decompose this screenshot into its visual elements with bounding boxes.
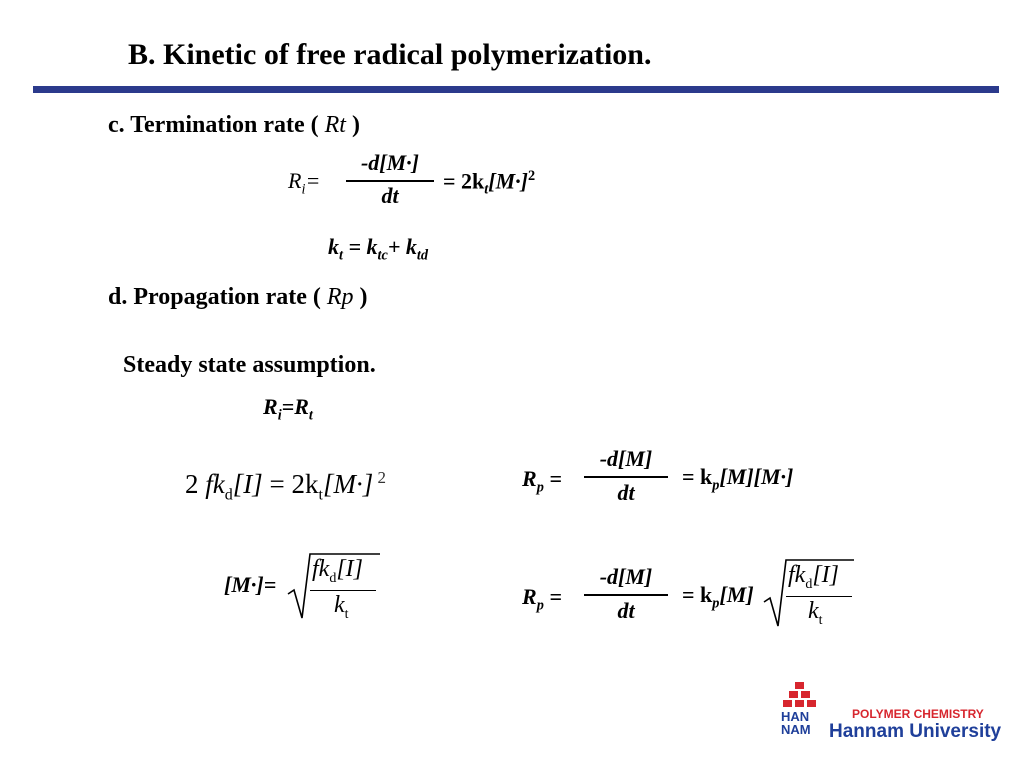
kt-plus: + k	[387, 234, 417, 259]
termination-heading-text: c. Termination rate (	[108, 112, 325, 138]
ri-symbol: R	[263, 394, 278, 419]
sqrt-f: f	[312, 556, 319, 582]
logo-university-name: Hannam University	[829, 721, 1002, 742]
radical-concentration-lhs: [M·]=	[224, 572, 277, 597]
rp2-denominator: dt	[617, 598, 635, 623]
logo-han-nam	[781, 710, 811, 736]
rp1-rhs-tail: [M][M·]	[719, 464, 794, 489]
kt-sub: t	[339, 247, 343, 264]
rp1-symbol: R	[522, 466, 537, 491]
rp2-sqrt-kd-sub: d	[805, 576, 813, 592]
sqrt-kd-sub: d	[329, 570, 337, 586]
rp1-denominator: dt	[617, 480, 635, 505]
radical-concentration-fraction-bar	[310, 590, 376, 591]
ktc-sub: tc	[377, 247, 388, 264]
rp2-sqrt-denominator	[808, 598, 823, 629]
termination-eq-fraction-bar	[346, 180, 434, 182]
rp1-rhs-text: = k	[682, 464, 713, 489]
propagation-heading-symbol: Rp	[326, 284, 354, 310]
kt-equals: = k	[342, 234, 378, 259]
sqrt-den-k: k	[334, 592, 345, 618]
ri-equals-rt	[263, 394, 313, 424]
rp2-equals: =	[543, 584, 562, 609]
rp1-equals: =	[543, 466, 562, 491]
kt-sum-equation	[328, 234, 428, 264]
eq-equals: =	[305, 168, 321, 193]
eq-subscript: i	[301, 181, 306, 198]
rp2-sub: p	[536, 597, 544, 614]
logo-nam: NAM	[781, 722, 811, 737]
rp2-sqrt-initiator: [I]	[812, 562, 839, 588]
balance-equals: = 2k	[262, 469, 319, 499]
rp1-rhs-sub: p	[712, 477, 720, 494]
rt-sub: t	[308, 407, 313, 424]
balance-radical: [M·]	[322, 469, 374, 499]
termination-heading-end: )	[345, 112, 360, 138]
steady-state-balance-equation	[185, 468, 386, 504]
logo-han: HAN	[781, 709, 810, 724]
rp2-symbol: R	[522, 584, 537, 609]
rp2-sqrt-den-k: k	[808, 598, 819, 624]
rp2-fraction-bar	[584, 594, 668, 596]
page-title: B. Kinetic of free radical polymerization.	[128, 38, 652, 71]
rp2-numerator: -d[M]	[599, 564, 653, 589]
propagation-heading-end: )	[353, 284, 368, 310]
eq-rhs-sup: 2	[527, 168, 536, 184]
balance-k: k	[212, 469, 225, 499]
radical-concentration-numerator	[312, 556, 363, 587]
rp2-sqrt-k: k	[794, 562, 806, 588]
eq-symbol: R	[288, 168, 302, 193]
termination-eq-lhs	[288, 168, 320, 198]
sqrt-den-sub: t	[344, 606, 349, 622]
termination-eq-rhs	[443, 168, 535, 199]
logo-tagline: POLYMER CHEMISTRY	[852, 707, 984, 721]
balance-lead: 2	[185, 469, 206, 499]
rp1-numerator: -d[M]	[599, 446, 653, 471]
rp2-sqrt-f: f	[788, 562, 795, 588]
eq-rhs-sub: t	[484, 181, 489, 198]
termination-eq-numerator: -d[M·]	[360, 150, 420, 175]
rp1-rhs	[682, 464, 793, 494]
rp1-sub: p	[536, 479, 544, 496]
rp2-sqrt-numerator	[788, 562, 839, 593]
eq-rhs-text: = 2k	[443, 168, 485, 194]
rt-symbol: =R	[281, 394, 309, 419]
rp1-lhs	[522, 466, 562, 496]
balance-sup: 2	[373, 468, 386, 487]
sqrt-initiator: [I]	[336, 556, 363, 582]
rp2-sqrt-den-sub: t	[818, 612, 823, 628]
steady-state-text: Steady state assumption.	[123, 352, 376, 378]
balance-initiator: [I]	[232, 469, 263, 499]
rp1-fraction-bar	[584, 476, 668, 478]
termination-eq-denominator: dt	[381, 183, 399, 208]
title-divider	[33, 86, 999, 93]
rp2-sqrt-fraction-bar	[786, 596, 852, 597]
rp2-rhs	[682, 582, 754, 612]
ktd-sub: td	[416, 247, 429, 264]
termination-heading-symbol: Rt	[324, 112, 346, 138]
rp2-rhs-sub: p	[712, 595, 720, 612]
rp2-lhs	[522, 584, 562, 614]
kt-symbol: k	[328, 234, 339, 259]
sqrt-k: k	[318, 556, 330, 582]
balance-f: f	[205, 469, 213, 499]
rp2-rhs-text: = k	[682, 582, 713, 607]
ri-sub: i	[277, 407, 282, 424]
rp2-rhs-tail: [M]	[719, 582, 754, 607]
radical-concentration-denominator	[334, 592, 349, 623]
termination-heading	[108, 112, 360, 139]
propagation-heading-text: d. Propagation rate (	[108, 284, 327, 310]
balance-kd-sub: d	[224, 486, 233, 504]
eq-rhs-tail: [M·]	[488, 168, 528, 194]
propagation-heading	[108, 284, 368, 311]
balance-kt-sub: t	[318, 486, 323, 504]
